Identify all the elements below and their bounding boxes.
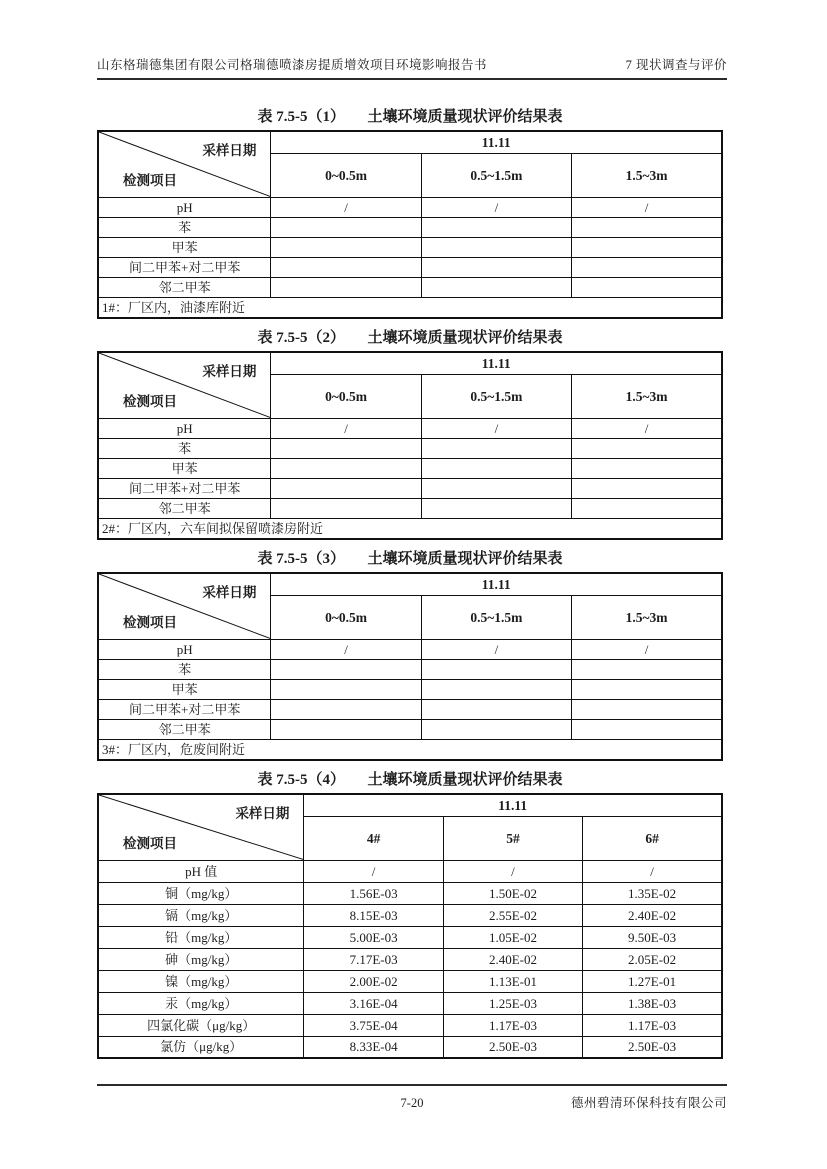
value-cell: 3.75E-04 bbox=[304, 1014, 443, 1036]
corner-header-cell bbox=[98, 131, 271, 197]
value-cell: / bbox=[421, 639, 571, 659]
value-cell bbox=[271, 237, 421, 257]
row-label-cell: 甲苯 bbox=[98, 237, 271, 257]
table-row bbox=[98, 904, 722, 926]
sampling-date-cell: 11.11 bbox=[271, 573, 722, 595]
column-header-cell: 5# bbox=[443, 816, 582, 860]
value-cell: 2.05E-02 bbox=[583, 948, 722, 970]
page-footer bbox=[97, 1084, 727, 1111]
header-chapter-title: 7 现状调查与评价 bbox=[625, 58, 727, 72]
table-row bbox=[98, 860, 722, 882]
value-cell: / bbox=[271, 418, 421, 438]
value-cell bbox=[421, 458, 571, 478]
value-cell bbox=[572, 699, 722, 719]
soil-quality-table bbox=[97, 793, 723, 1059]
page-number: 7-20 bbox=[400, 1096, 424, 1110]
column-header-cell: 0.5~1.5m bbox=[421, 374, 571, 418]
soil-quality-table bbox=[97, 572, 723, 761]
table-row bbox=[98, 418, 722, 438]
row-label-cell: 镍（mg/kg） bbox=[98, 970, 304, 992]
value-cell bbox=[271, 679, 421, 699]
value-cell bbox=[572, 217, 722, 237]
value-cell: 1.17E-03 bbox=[583, 1014, 722, 1036]
table-row bbox=[98, 882, 722, 904]
table-row bbox=[98, 257, 722, 277]
corner-header-cell bbox=[98, 573, 271, 639]
value-cell bbox=[271, 699, 421, 719]
value-cell: 2.40E-02 bbox=[443, 948, 582, 970]
row-label-cell: 苯 bbox=[98, 659, 271, 679]
column-header-cell: 1.5~3m bbox=[572, 595, 722, 639]
table-block bbox=[97, 108, 723, 319]
corner-label-test-item: 检测项目 bbox=[123, 835, 177, 851]
sampling-date-cell: 11.11 bbox=[304, 794, 722, 816]
note-cell: 3#：厂区内，危废间附近 bbox=[98, 739, 722, 760]
table-row bbox=[98, 217, 722, 237]
value-cell bbox=[421, 237, 571, 257]
value-cell bbox=[572, 237, 722, 257]
value-cell bbox=[271, 458, 421, 478]
row-label-cell: 苯 bbox=[98, 438, 271, 458]
row-label-cell: pH bbox=[98, 197, 271, 217]
column-header-cell: 4# bbox=[304, 816, 443, 860]
value-cell bbox=[421, 478, 571, 498]
value-cell: 1.13E-01 bbox=[443, 970, 582, 992]
column-header-cell: 0.5~1.5m bbox=[421, 153, 571, 197]
table-row bbox=[98, 679, 722, 699]
row-label-cell: 邻二甲苯 bbox=[98, 277, 271, 297]
value-cell: 2.00E-02 bbox=[304, 970, 443, 992]
value-cell: / bbox=[421, 197, 571, 217]
row-label-cell: 铅（mg/kg） bbox=[98, 926, 304, 948]
note-row bbox=[98, 297, 722, 318]
value-cell bbox=[421, 498, 571, 518]
table-row bbox=[98, 992, 722, 1014]
row-label-cell: 间二甲苯+对二甲苯 bbox=[98, 257, 271, 277]
value-cell: 1.35E-02 bbox=[583, 882, 722, 904]
table-row bbox=[98, 478, 722, 498]
value-cell bbox=[572, 478, 722, 498]
value-cell: 1.25E-03 bbox=[443, 992, 582, 1014]
row-label-cell: 甲苯 bbox=[98, 679, 271, 699]
value-cell: 8.15E-03 bbox=[304, 904, 443, 926]
value-cell bbox=[572, 458, 722, 478]
value-cell: 2.50E-03 bbox=[583, 1036, 722, 1058]
value-cell: 9.50E-03 bbox=[583, 926, 722, 948]
table-row bbox=[98, 639, 722, 659]
table-title: 表 7.5-5（4） 土壤环境质量现状评价结果表 bbox=[257, 772, 563, 788]
table-row bbox=[98, 926, 722, 948]
value-cell bbox=[271, 438, 421, 458]
value-cell: / bbox=[421, 418, 571, 438]
value-cell: 1.38E-03 bbox=[583, 992, 722, 1014]
tables-container bbox=[97, 100, 723, 1059]
corner-label-sampling-date: 采样日期 bbox=[202, 585, 257, 600]
value-cell: / bbox=[271, 639, 421, 659]
row-label-cell: 砷（mg/kg） bbox=[98, 948, 304, 970]
value-cell bbox=[271, 217, 421, 237]
row-label-cell: 铜（mg/kg） bbox=[98, 882, 304, 904]
table-block bbox=[97, 329, 723, 540]
table-block bbox=[97, 771, 723, 1059]
row-label-cell: 苯 bbox=[98, 217, 271, 237]
note-row bbox=[98, 739, 722, 760]
column-header-cell: 1.5~3m bbox=[572, 374, 722, 418]
row-label-cell: pH 值 bbox=[98, 860, 304, 882]
column-header-cell: 0~0.5m bbox=[271, 153, 421, 197]
value-cell: 1.17E-03 bbox=[443, 1014, 582, 1036]
table-title: 表 7.5-5（2） 土壤环境质量现状评价结果表 bbox=[257, 330, 563, 346]
page-header bbox=[97, 57, 727, 80]
value-cell bbox=[572, 277, 722, 297]
value-cell: 5.00E-03 bbox=[304, 926, 443, 948]
value-cell: / bbox=[572, 418, 722, 438]
row-label-cell: 间二甲苯+对二甲苯 bbox=[98, 478, 271, 498]
row-label-cell: 甲苯 bbox=[98, 458, 271, 478]
soil-quality-table bbox=[97, 130, 723, 319]
row-label-cell: 氯仿（μg/kg） bbox=[98, 1036, 304, 1058]
corner-label-test-item: 检测项目 bbox=[123, 172, 177, 188]
value-cell: / bbox=[304, 860, 443, 882]
value-cell: 2.40E-02 bbox=[583, 904, 722, 926]
column-header-cell: 0~0.5m bbox=[271, 595, 421, 639]
value-cell bbox=[572, 659, 722, 679]
table-row bbox=[98, 458, 722, 478]
value-cell bbox=[271, 257, 421, 277]
table-title: 表 7.5-5（3） 土壤环境质量现状评价结果表 bbox=[257, 551, 563, 567]
table-row bbox=[98, 197, 722, 217]
row-label-cell: 间二甲苯+对二甲苯 bbox=[98, 699, 271, 719]
row-label-cell: pH bbox=[98, 639, 271, 659]
value-cell bbox=[572, 257, 722, 277]
value-cell bbox=[572, 438, 722, 458]
table-row bbox=[98, 438, 722, 458]
value-cell: / bbox=[583, 860, 722, 882]
row-label-cell: 邻二甲苯 bbox=[98, 719, 271, 739]
value-cell bbox=[421, 277, 571, 297]
table-row bbox=[98, 498, 722, 518]
value-cell bbox=[421, 699, 571, 719]
row-label-cell: 镉（mg/kg） bbox=[98, 904, 304, 926]
value-cell bbox=[271, 478, 421, 498]
corner-label-sampling-date: 采样日期 bbox=[202, 143, 257, 158]
footer-company-name: 德州碧清环保科技有限公司 bbox=[570, 1096, 727, 1110]
value-cell: 2.50E-03 bbox=[443, 1036, 582, 1058]
soil-quality-table bbox=[97, 351, 723, 540]
table-row bbox=[98, 659, 722, 679]
value-cell bbox=[421, 679, 571, 699]
value-cell: 2.55E-02 bbox=[443, 904, 582, 926]
row-label-cell: 邻二甲苯 bbox=[98, 498, 271, 518]
footer-row bbox=[97, 1095, 727, 1111]
column-header-cell: 0~0.5m bbox=[271, 374, 421, 418]
value-cell bbox=[421, 217, 571, 237]
value-cell bbox=[572, 719, 722, 739]
value-cell bbox=[271, 659, 421, 679]
value-cell bbox=[271, 277, 421, 297]
column-header-cell: 0.5~1.5m bbox=[421, 595, 571, 639]
value-cell bbox=[421, 257, 571, 277]
table-block bbox=[97, 550, 723, 761]
table-row bbox=[98, 948, 722, 970]
sampling-date-cell: 11.11 bbox=[271, 352, 722, 374]
value-cell bbox=[421, 719, 571, 739]
corner-header-cell bbox=[98, 352, 271, 418]
corner-label-sampling-date: 采样日期 bbox=[235, 806, 290, 821]
value-cell: 3.16E-04 bbox=[304, 992, 443, 1014]
table-row bbox=[98, 1014, 722, 1036]
header-report-title: 山东格瑞德集团有限公司格瑞德喷漆房提质增效项目环境影响报告书 bbox=[97, 58, 488, 72]
table-row bbox=[98, 719, 722, 739]
value-cell: 1.50E-02 bbox=[443, 882, 582, 904]
table-row bbox=[98, 237, 722, 257]
value-cell: 1.05E-02 bbox=[443, 926, 582, 948]
table-row bbox=[98, 970, 722, 992]
value-cell: / bbox=[271, 197, 421, 217]
corner-header-cell bbox=[98, 794, 304, 860]
value-cell: / bbox=[443, 860, 582, 882]
value-cell bbox=[271, 719, 421, 739]
value-cell bbox=[572, 498, 722, 518]
table-row bbox=[98, 699, 722, 719]
value-cell bbox=[271, 498, 421, 518]
note-cell: 2#：厂区内，六车间拟保留喷漆房附近 bbox=[98, 518, 722, 539]
corner-label-test-item: 检测项目 bbox=[123, 393, 177, 409]
corner-label-sampling-date: 采样日期 bbox=[202, 364, 257, 379]
value-cell: / bbox=[572, 639, 722, 659]
note-cell: 1#：厂区内，油漆库附近 bbox=[98, 297, 722, 318]
row-label-cell: 四氯化碳（μg/kg） bbox=[98, 1014, 304, 1036]
value-cell: 1.56E-03 bbox=[304, 882, 443, 904]
row-label-cell: pH bbox=[98, 418, 271, 438]
value-cell: / bbox=[572, 197, 722, 217]
value-cell: 8.33E-04 bbox=[304, 1036, 443, 1058]
row-label-cell: 汞（mg/kg） bbox=[98, 992, 304, 1014]
corner-label-test-item: 检测项目 bbox=[123, 614, 177, 630]
table-title: 表 7.5-5（1） 土壤环境质量现状评价结果表 bbox=[257, 109, 563, 125]
value-cell bbox=[421, 659, 571, 679]
value-cell bbox=[572, 679, 722, 699]
value-cell: 7.17E-03 bbox=[304, 948, 443, 970]
value-cell: 1.27E-01 bbox=[583, 970, 722, 992]
column-header-cell: 6# bbox=[583, 816, 722, 860]
table-row bbox=[98, 1036, 722, 1058]
note-row bbox=[98, 518, 722, 539]
column-header-cell: 1.5~3m bbox=[572, 153, 722, 197]
value-cell bbox=[421, 438, 571, 458]
table-row bbox=[98, 277, 722, 297]
sampling-date-cell: 11.11 bbox=[271, 131, 722, 153]
